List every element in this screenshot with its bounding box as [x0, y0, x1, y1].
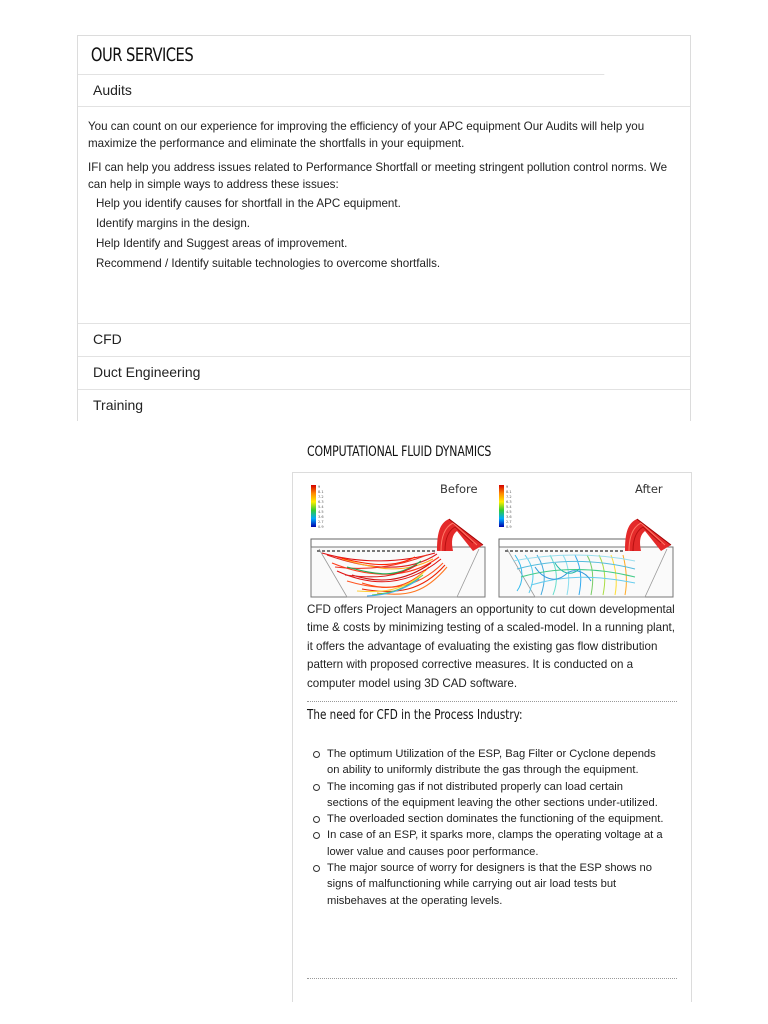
svg-text:3.6: 3.6 [506, 515, 512, 519]
color-scale-bar [311, 485, 316, 527]
cfd-section [292, 472, 692, 1002]
divider [307, 701, 677, 702]
accordion-training[interactable]: Training [78, 390, 690, 423]
audits-paragraph: You can count on our experience for improving the efficiency of your APC equipment Our Audits will help you maximize the performance and eliminate the shortfalls in your equipment. [88, 120, 645, 150]
accordion-audits[interactable]: Audits [78, 75, 690, 107]
svg-text:8.1: 8.1 [318, 490, 324, 494]
svg-text:2.7: 2.7 [506, 520, 512, 524]
cfd-title: COMPUTATIONAL FLUID DYNAMICS [307, 444, 492, 460]
svg-text:6.3: 6.3 [318, 500, 324, 504]
list-item: The overloaded section dominates the functioning of the equipment. [327, 811, 667, 827]
cfd-before-after-figure [307, 479, 679, 605]
svg-text:9: 9 [506, 485, 509, 489]
svg-text:2.7: 2.7 [318, 520, 324, 524]
audits-point: Recommend / Identify suitable technologies to overcome shortfalls. [96, 257, 441, 270]
audits-content [78, 107, 690, 324]
svg-text:5.4: 5.4 [506, 505, 512, 509]
cfd-intro: CFD offers Project Managers an opportunity to cut down developmental time & costs by minimizing testing of a scaled-model. In a running plant, it offers the advantage of evaluating the existing gas flow distribution pattern with proposed corrective measures. It is conducted on a computer model using 3D CAD software. [307, 603, 675, 690]
svg-text:7.2: 7.2 [318, 495, 324, 499]
bullet-icon [313, 865, 320, 872]
svg-text:6.3: 6.3 [506, 500, 512, 504]
list-item: In case of an ESP, it sparks more, clamps the operating voltage at a lower value and causes poor performance. [327, 827, 667, 860]
svg-text:0.9: 0.9 [506, 525, 512, 529]
audits-paragraph: IFI can help you address issues related to Performance Shortfall or meeting stringent pollution control norms. We can help in simple ways to address these issues: [88, 161, 668, 191]
list-item: The incoming gas if not distributed properly can load certain sections of the equipment leaving the other sections under-utilized. [327, 779, 667, 812]
before-panel [307, 479, 491, 605]
accordion-duct-engineering[interactable]: Duct Engineering [78, 357, 690, 390]
bullet-icon [313, 832, 320, 839]
svg-text:8.1: 8.1 [506, 490, 512, 494]
services-title: OUR SERVICES [78, 36, 604, 75]
svg-text:9: 9 [318, 485, 321, 489]
list-item: The major source of worry for designers is that the ESP shows no signs of malfunctioning while carrying out air load tests but misbehaves at the operating levels. [327, 860, 667, 909]
after-panel [495, 479, 679, 605]
audits-point: Help Identify and Suggest areas of improvement. [96, 237, 348, 250]
services-panel [77, 35, 691, 421]
list-item: The optimum Utilization of the ESP, Bag Filter or Cyclone depends on ability to uniformly distribute the gas through the equipment. [327, 746, 667, 779]
svg-text:7.2: 7.2 [506, 495, 512, 499]
bullet-icon [313, 784, 320, 791]
before-label: Before [440, 482, 478, 496]
bullet-icon [313, 751, 320, 758]
need-list [307, 746, 667, 909]
svg-text:4.5: 4.5 [506, 510, 512, 514]
divider [307, 978, 677, 979]
bullet-icon [313, 816, 320, 823]
svg-text:3.6: 3.6 [318, 515, 324, 519]
need-title: The need for CFD in the Process Industry: [307, 708, 523, 723]
accordion-cfd[interactable]: CFD [78, 324, 690, 357]
color-scale-bar [499, 485, 504, 527]
svg-text:0.9: 0.9 [318, 525, 324, 529]
audits-point: Help you identify causes for shortfall in the APC equipment. [96, 197, 401, 210]
svg-text:4.5: 4.5 [318, 510, 324, 514]
svg-text:5.4: 5.4 [318, 505, 324, 509]
after-label: After [635, 482, 663, 496]
audits-point: Identify margins in the design. [96, 217, 251, 230]
